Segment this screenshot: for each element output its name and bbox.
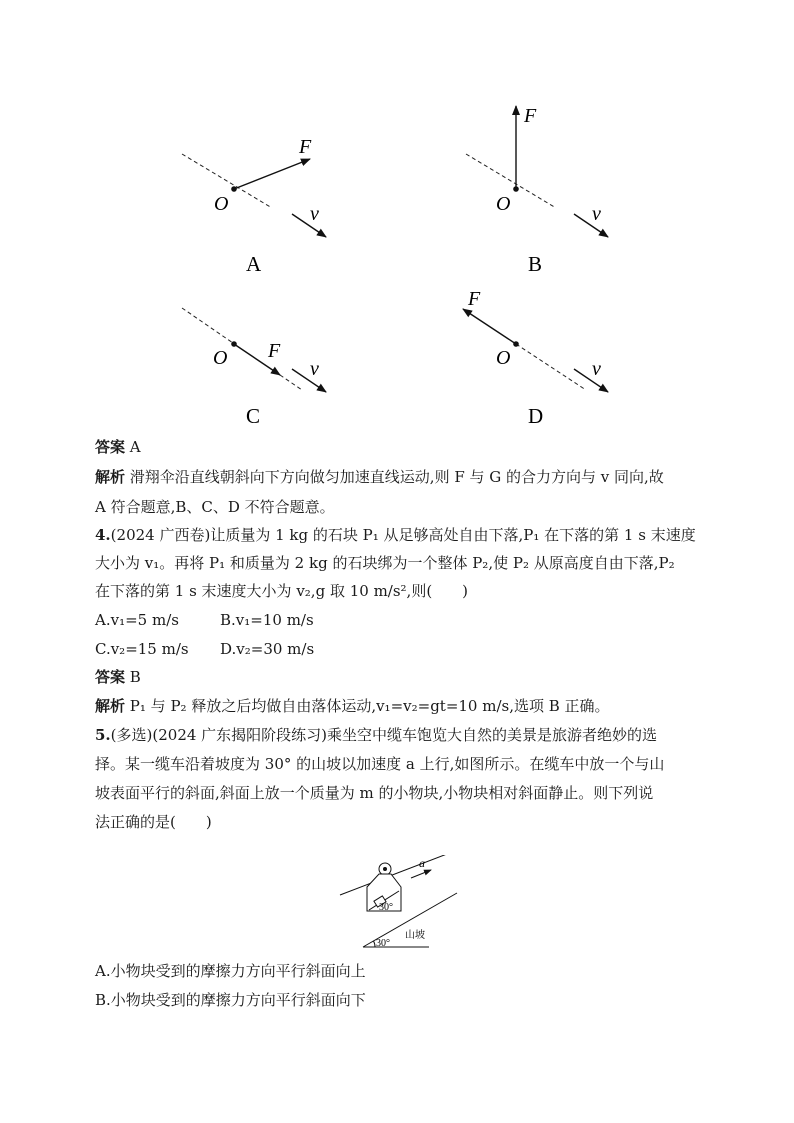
label-v: v [592,203,601,225]
diagram-a [182,136,326,276]
caption-a: A [246,252,262,276]
q4-option-c: C.v₂=15 m/s [95,640,189,658]
dashed-path-line [516,344,586,390]
analysis-label: 解析 [95,697,126,715]
q3-answer [95,437,141,457]
analysis-text: 滑翔伞沿直线朝斜向下方向做匀加速直线运动,则 F 与 G 的合力方向与 v 同向,故 [129,468,664,486]
ground-angle-arc [374,941,376,947]
q4-stem-line-2: 大小为 v₁。再将 P₁ 和质量为 2 kg 的石块绑为一个整体 P₂,使 P₂ 从原高度自由下落,P₂ [95,554,675,572]
q4-option-b: B.v₁=10 m/s [220,611,314,629]
label-f: F [468,288,481,310]
cable-car-figure [335,855,465,955]
velocity-arrow [292,214,326,237]
q5-stem-line-4: 法正确的是( ) [95,813,212,831]
q4-stem-line-1 [95,525,696,545]
caption-d: D [528,404,544,428]
dashed-path-line [466,154,556,208]
diagram-d [463,288,608,428]
ground-angle-label: 30° [376,938,390,949]
diagram-b [466,105,608,276]
q3-analysis-line-2: A 符合题意,B、C、D 不符合题意。 [95,498,335,516]
label-f: F [299,136,312,158]
q5-option-a: A.小物块受到的摩擦力方向平行斜面向上 [95,962,366,980]
label-v: v [310,358,319,380]
q4-option-a: A.v₁=5 m/s [95,611,179,629]
q5-option-b: B.小物块受到的摩擦力方向平行斜面向下 [95,991,366,1009]
caption-b: B [528,252,543,276]
force-diagrams [0,0,794,440]
caption-c: C [246,404,261,428]
acceleration-label: a [419,856,425,870]
question-number: 4. [95,526,111,544]
velocity-arrow [574,369,608,392]
inner-angle-label: 30° [379,902,393,913]
answer-label: 答案 [95,668,126,686]
analysis-label: 解析 [95,468,126,486]
label-v: v [592,358,601,380]
q5-stem-line-3: 坡表面平行的斜面,斜面上放一个质量为 m 的小物块,小物块相对斜面静止。则下列说 [95,784,654,802]
question-number: 5. [95,726,111,744]
diagram-c [182,308,326,428]
dashed-path-line [280,375,302,390]
velocity-arrow [292,369,326,392]
label-o: O [213,347,228,369]
label-o: O [214,193,229,215]
label-f: F [524,105,537,127]
label-o: O [496,347,511,369]
label-v: v [310,203,319,225]
analysis-text: P₁ 与 P₂ 释放之后均做自由落体运动,v₁=v₂=gt=10 m/s,选项 B 正确。 [129,697,610,715]
slope-label: 山坡 [405,930,425,941]
velocity-arrow [574,214,608,237]
force-arrow [463,309,516,344]
pulley-axle [383,867,387,871]
question-text: (多选)(2024 广东揭阳阶段练习)乘坐空中缆车饱览大自然的美景是旅游者绝妙的选 [110,726,658,744]
question-text: (2024 广西卷)让质量为 1 kg 的石块 P₁ 从足够高处自由下落,P₁ 在下落的第 1 s 末速度 [110,526,696,544]
acceleration-arrow [411,870,431,878]
dashed-path-line [182,308,233,343]
q4-stem-line-3: 在下落的第 1 s 末速度大小为 v₂,g 取 10 m/s²,则( ) [95,582,469,600]
q4-answer [95,667,141,687]
q4-option-d: D.v₂=30 m/s [220,640,315,658]
label-o: O [496,193,511,215]
answer-value: A [129,438,141,456]
label-f: F [268,340,281,362]
answer-label: 答案 [95,438,126,456]
answer-value: B [129,668,141,686]
q5-stem-line-1 [95,725,657,745]
q4-analysis [95,696,610,716]
q3-analysis-line-1 [95,467,664,487]
q5-stem-line-2: 择。某一缆车沿着坡度为 30° 的山坡以加速度 a 上行,如图所示。在缆车中放一个与山 [95,755,665,773]
force-arrow [234,159,310,189]
